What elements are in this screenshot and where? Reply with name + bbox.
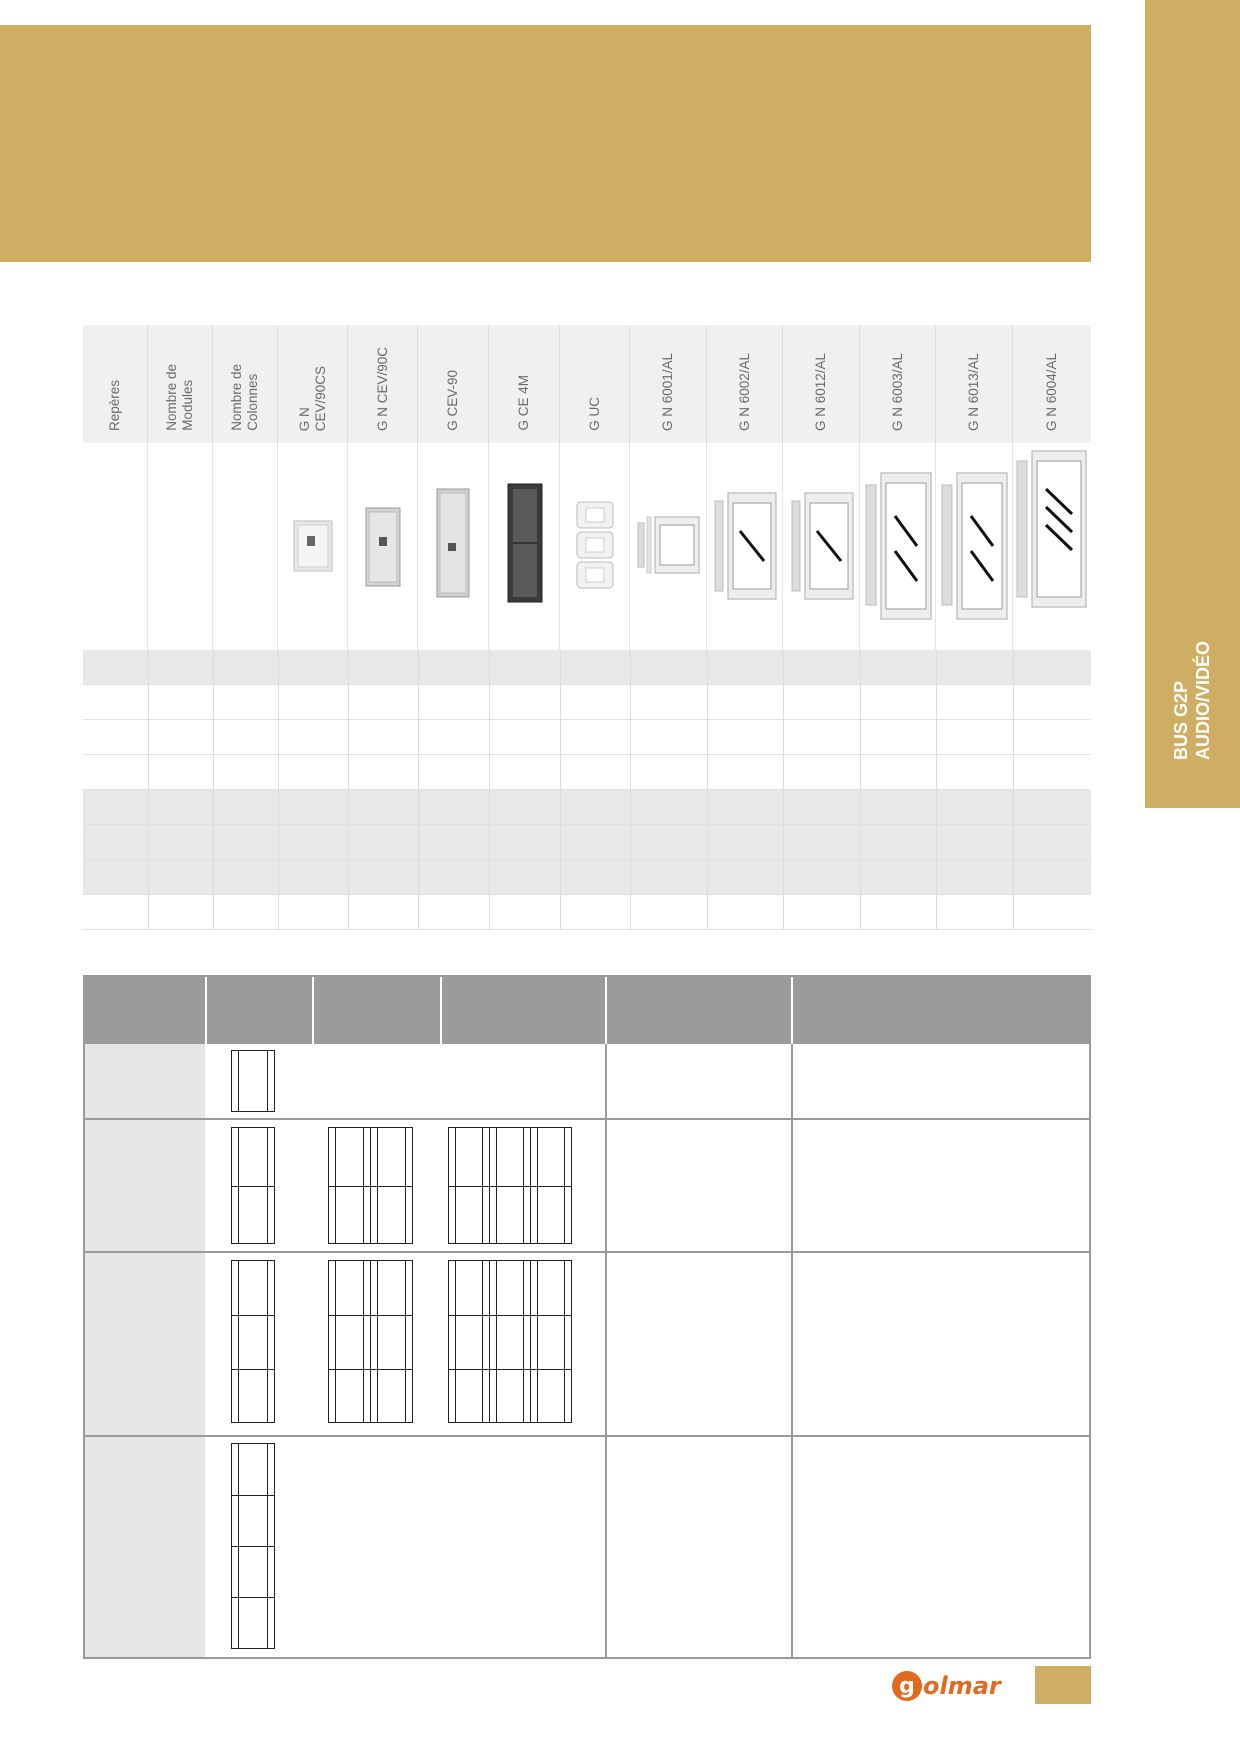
panel-2x1-diagram xyxy=(231,1127,275,1244)
column-divider xyxy=(348,650,349,930)
column-header-product xyxy=(1013,325,1091,443)
column-header-label: G UC xyxy=(586,397,602,431)
column-header-product xyxy=(418,325,489,443)
section-tab-line2: AUDIO/VIDÉO xyxy=(1193,640,1213,760)
column-divider xyxy=(148,650,149,930)
panel-3x3-diagram xyxy=(448,1260,572,1423)
panel-3x2-diagram xyxy=(328,1260,413,1423)
panel-2x2-diagram xyxy=(328,1127,413,1244)
column-header-product xyxy=(783,325,860,443)
grid-row-label xyxy=(85,1253,205,1437)
column-divider xyxy=(213,650,214,930)
column-header-colonnes xyxy=(213,325,278,443)
column-divider xyxy=(783,650,784,930)
column-header-label: G N 6001/AL xyxy=(660,352,675,431)
section-tab-label xyxy=(1167,610,1217,760)
row-divider xyxy=(85,1435,1089,1437)
image-cell xyxy=(630,443,707,650)
grid-row-label xyxy=(85,1437,205,1657)
panel-4x1-diagram xyxy=(231,1443,275,1649)
image-cell xyxy=(148,443,213,650)
column-divider xyxy=(278,650,279,930)
table-row xyxy=(83,720,1091,755)
header-band xyxy=(0,25,1091,262)
image-cell xyxy=(707,443,783,650)
grid-header-cell xyxy=(793,977,1089,1044)
column-divider xyxy=(860,650,861,930)
panel-1x1-diagram xyxy=(231,1050,275,1112)
image-cell xyxy=(1013,443,1091,650)
table-row xyxy=(83,755,1091,790)
table-row xyxy=(83,895,1091,930)
column-header-product xyxy=(860,325,936,443)
rain-hood-image xyxy=(507,483,543,603)
column-header-label: G CE 4M xyxy=(516,375,531,431)
column-header-product xyxy=(936,325,1013,443)
frame-4-image xyxy=(1016,449,1088,609)
column-header-label: G N 6004/AL xyxy=(1044,352,1059,431)
column-header-reperes xyxy=(83,325,148,443)
column-header-label: Nombre de Colonnes xyxy=(229,364,260,431)
logo-mark: g xyxy=(892,1671,922,1701)
image-cell xyxy=(348,443,418,650)
section-tab-line1: BUS G2P xyxy=(1171,680,1191,760)
product-table xyxy=(83,325,1091,930)
column-header-label: Nombre de Modules xyxy=(164,364,195,431)
column-header-product xyxy=(489,325,560,443)
image-cell xyxy=(489,443,560,650)
image-cell xyxy=(560,443,630,650)
table-row xyxy=(83,860,1091,895)
grid-header-cell xyxy=(207,977,314,1044)
grid-header-cell xyxy=(85,977,207,1044)
table-row xyxy=(83,825,1091,860)
frame-2-image xyxy=(714,491,778,601)
page-number-box xyxy=(1035,1666,1091,1704)
frame-3-image xyxy=(865,471,933,621)
panel-2x3-diagram xyxy=(448,1127,572,1244)
column-header-label: G N 6013/AL xyxy=(966,352,981,431)
table-row xyxy=(83,685,1091,720)
column-divider xyxy=(707,650,708,930)
column-divider xyxy=(936,650,937,930)
column-divider xyxy=(560,650,561,930)
flush-box-image xyxy=(365,507,401,587)
grid-header-cell xyxy=(314,977,442,1044)
column-header-label: G N 6002/AL xyxy=(736,352,752,431)
column-header-product xyxy=(348,325,418,443)
grid-header-cell xyxy=(607,977,793,1044)
column-divider xyxy=(791,1044,793,1657)
column-divider xyxy=(489,650,490,930)
image-cell xyxy=(278,443,348,650)
row-divider xyxy=(85,1251,1089,1253)
panel-3x1-diagram xyxy=(231,1260,275,1423)
table-row xyxy=(83,650,1091,685)
image-cell xyxy=(418,443,489,650)
image-cell xyxy=(860,443,936,650)
column-header-product xyxy=(630,325,707,443)
row-divider xyxy=(85,1118,1089,1120)
column-header-label: G N 6003/AL xyxy=(889,352,905,431)
column-header-product xyxy=(560,325,630,443)
column-header-modules xyxy=(148,325,213,443)
flush-box-small-image xyxy=(293,520,333,572)
joining-piece-image xyxy=(574,500,616,590)
image-cell xyxy=(213,443,278,650)
column-header-product xyxy=(707,325,783,443)
logo-wordmark: olmar xyxy=(923,1672,1001,1700)
flush-box-tall-image xyxy=(436,488,470,598)
image-cell xyxy=(783,443,860,650)
frame-1-image xyxy=(637,513,701,577)
image-cell xyxy=(936,443,1013,650)
frame-2-double-image xyxy=(791,491,855,601)
configuration-table xyxy=(83,975,1091,1659)
column-divider xyxy=(1013,650,1014,930)
golmar-logo xyxy=(892,1668,1007,1704)
column-header-label: G N 6012/AL xyxy=(813,352,828,431)
table-row xyxy=(83,790,1091,825)
column-divider xyxy=(630,650,631,930)
column-header-label: G N CEV/90C xyxy=(374,346,390,431)
grid-row-label xyxy=(85,1120,205,1253)
grid-header-cell xyxy=(442,977,607,1044)
column-divider xyxy=(605,1044,607,1657)
column-header-label: Repères xyxy=(107,379,122,431)
column-divider xyxy=(418,650,419,930)
frame-3-double-image xyxy=(941,471,1009,621)
grid-row-label xyxy=(85,1044,205,1120)
column-header-label: G CEV-90 xyxy=(445,370,460,431)
image-cell xyxy=(83,443,148,650)
column-header-product xyxy=(278,325,348,443)
column-header-label: G N CEV/90CS xyxy=(296,365,328,431)
